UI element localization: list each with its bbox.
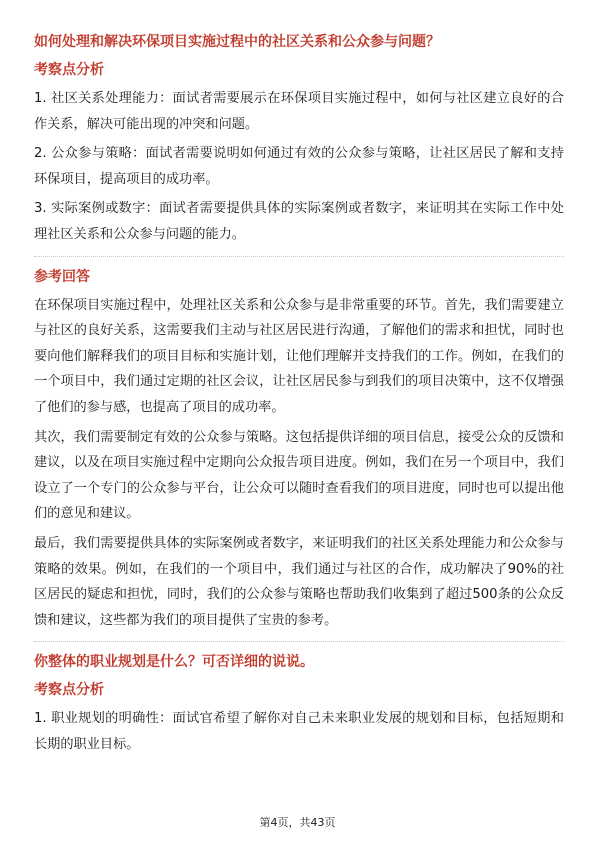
page-footer: 第4页，共43页 xyxy=(259,816,336,829)
question-title: 你整体的职业规划是什么？可否详细的说说。 xyxy=(34,654,314,671)
answer-paragraph: 最后，我们需要提供具体的实际案例或者数字，来证明我们的社区关系处理能力和公众参与策略的效果。例如，在我们的一个项目中，我们通过与社区的合作，成功解决了90%的社区居民的疑虑和担忧，同时，我们的公众参与策略也帮助我们收集到了超过500条的公众反馈和建议，这些都为我们的项目提供了宝贵的参考。 xyxy=(34,535,564,628)
analysis-heading: 考察点分析 xyxy=(34,682,104,699)
question-title: 如何处理和解决环保项目实施过程中的社区关系和公众参与问题？ xyxy=(34,34,440,50)
answer-heading: 参考回答 xyxy=(34,268,90,285)
section-divider xyxy=(34,256,564,257)
answer-paragraph: 其次，我们需要制定有效的公众参与策略。这包括提供详细的项目信息，接受公众的反馈和建议，以及在项目实施过程中定期向公众报告项目进度。例如，我们在另一个项目中，我们设立了一个专门的公众参与平台，让公众可以随时查看我们的项目进度，同时也可以提出他们的意见和建议。 xyxy=(34,429,564,522)
question-divider xyxy=(34,641,564,642)
analysis-item: 1. 职业规划的明确性：面试官希望了解你对自己未来职业发展的规划和目标，包括短期和长期的职业目标。 xyxy=(34,711,564,752)
analysis-item: 1. 社区关系处理能力：面试者需要展示在环保项目实施过程中，如何与社区建立良好的合作关系，解决可能出现的冲突和问题。 xyxy=(34,91,564,132)
analysis-item: 2. 公众参与策略：面试者需要说明如何通过有效的公众参与策略，让社区居民了解和支持环保项目，提高项目的成功率。 xyxy=(34,146,564,187)
analysis-heading: 考察点分析 xyxy=(34,62,104,78)
page-content xyxy=(34,30,564,757)
answer-paragraph: 在环保项目实施过程中，处理社区关系和公众参与是非常重要的环节。首先，我们需要建立与社区的良好关系，这需要我们主动与社区居民进行沟通，了解他们的需求和担忧，同时也要向他们解释我们的项目目标和实施计划，让他们理解并支持我们的工作。例如，在我们的一个项目中，我们通过定期的社区会议，让社区居民参与到我们的项目决策中，这不仅增强了他们的参与感，也提高了项目的成功率。 xyxy=(34,297,564,415)
analysis-item: 3. 实际案例或数字：面试者需要提供具体的实际案例或者数字，来证明其在实际工作中处理社区关系和公众参与问题的能力。 xyxy=(34,201,564,242)
